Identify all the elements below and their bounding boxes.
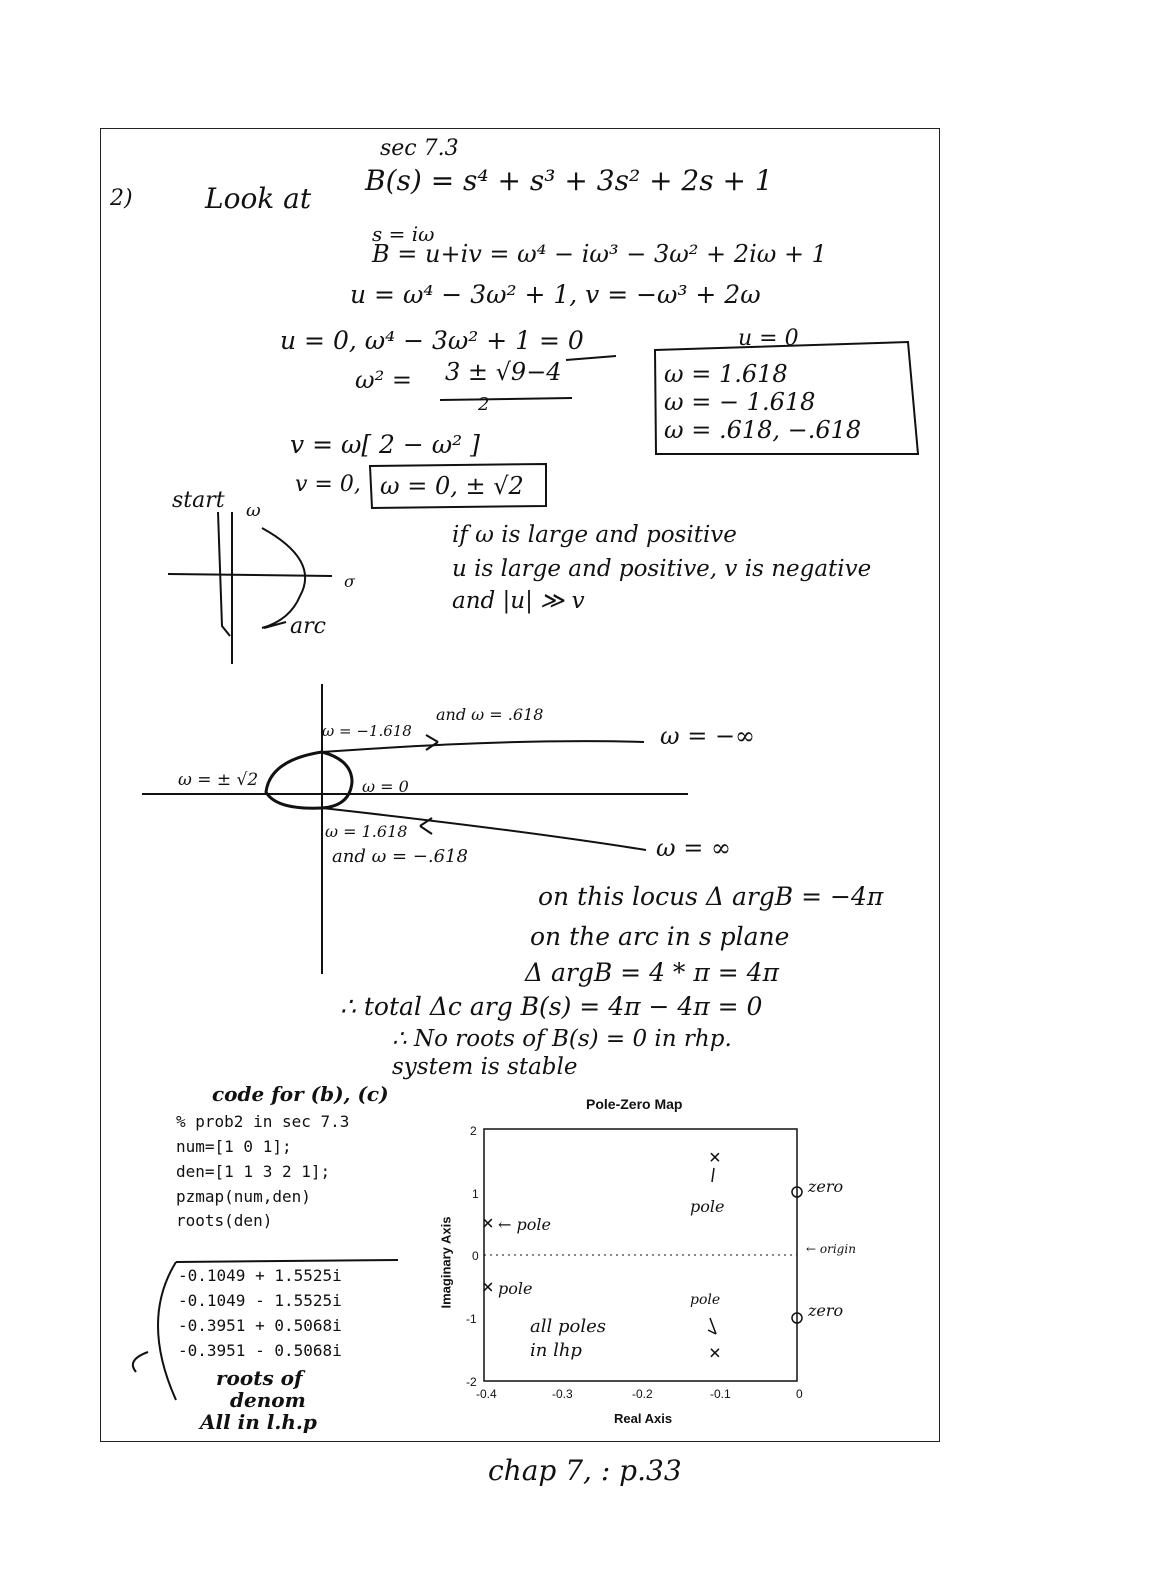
arc-sketch xyxy=(262,528,305,628)
conclusion-line-2: on the arc in s plane xyxy=(530,922,790,951)
code-line-4: pzmap(num,den) xyxy=(176,1187,311,1206)
arc-label: arc xyxy=(290,614,326,639)
annot-zero-upper: zero xyxy=(808,1177,844,1196)
root-3: -0.3951 + 0.5068i xyxy=(178,1316,342,1335)
chart-xlabel: Real Axis xyxy=(614,1411,673,1426)
root-4: -0.3951 - 0.5068i xyxy=(178,1341,342,1360)
annot-pole-upper: pole xyxy=(690,1197,725,1216)
code-line-5: roots(den) xyxy=(176,1211,273,1230)
pole-marker xyxy=(711,1153,719,1161)
roots-note-2: denom xyxy=(230,1388,306,1412)
ytick-label: 2 xyxy=(470,1124,477,1138)
root-1: -0.1049 + 1.5525i xyxy=(178,1266,342,1285)
problem-number: 2) xyxy=(110,186,133,211)
xtick-label: 0 xyxy=(796,1387,803,1401)
code-line-3: den=[1 1 3 2 1]; xyxy=(176,1162,331,1181)
v-zero-label: v = 0, xyxy=(295,472,361,497)
code-line-2: num=[1 0 1]; xyxy=(176,1137,292,1156)
conclusion-line-4: ∴ total Δc arg B(s) = 4π − 4π = 0 xyxy=(340,992,763,1021)
substitution: s = iω xyxy=(372,222,435,246)
left-loop xyxy=(266,752,322,808)
overline-stroke xyxy=(566,356,616,360)
conclusion-line-1: on this locus Δ argB = −4π xyxy=(538,882,884,911)
annot-all-poles-1: all poles xyxy=(530,1316,606,1337)
omega-squared-denominator: 2 xyxy=(478,394,490,415)
v-zero-roots: ω = 0, ± √2 xyxy=(380,472,524,500)
annot-zero-lower: zero xyxy=(808,1301,844,1320)
root-2: -0.1049 - 1.5525i xyxy=(178,1291,342,1310)
upper-branch xyxy=(322,741,644,752)
locus-label-zero: ω = 0 xyxy=(362,777,409,796)
note-line-2: u is large and positive, v is negative xyxy=(452,556,872,582)
conclusion-line-6: system is stable xyxy=(392,1054,578,1080)
locus-label-bottom-2: and ω = −.618 xyxy=(332,846,468,867)
ytick-label: 0 xyxy=(472,1249,479,1263)
annot-pole-mid: ← pole xyxy=(498,1215,551,1234)
locus-label-top-2: and ω = .618 xyxy=(436,705,544,724)
omega-squared-numerator: 3 ± √9−4 xyxy=(445,358,562,386)
plus-infinity-label: ω = ∞ xyxy=(656,834,731,862)
roots-overline xyxy=(176,1260,398,1262)
conclusion-line-3: Δ argB = 4 * π = 4π xyxy=(525,958,779,987)
u-zero-root-2: ω = − 1.618 xyxy=(664,388,816,416)
xtick-label: -0.1 xyxy=(710,1387,731,1401)
annot-all-poles-2: in lhp xyxy=(530,1340,582,1361)
roots-note-3: All in l.h.p xyxy=(200,1410,317,1434)
u-zero-equation: u = 0, ω⁴ − 3ω² + 1 = 0 xyxy=(280,326,584,355)
note-line-1: if ω is large and positive xyxy=(452,522,737,548)
u-zero-root-1: ω = 1.618 xyxy=(664,360,788,388)
xtick-label: -0.2 xyxy=(632,1387,653,1401)
omega-axis-label: ω xyxy=(246,500,261,521)
pole-upper-arrow xyxy=(712,1168,714,1182)
roots-note-1: roots of xyxy=(216,1366,303,1390)
pz-annotations xyxy=(498,1177,856,1361)
locus-label-top: ω = −1.618 xyxy=(322,722,412,740)
conclusion-line-5: ∴ No roots of B(s) = 0 in rhp. xyxy=(392,1026,732,1052)
section-label: sec 7.3 xyxy=(380,136,459,161)
locus-label-left: ω = ± √2 xyxy=(178,770,259,790)
pole-lower-arrow xyxy=(708,1318,716,1334)
roots-bracket xyxy=(158,1262,176,1400)
xtick-label: -0.4 xyxy=(476,1387,497,1401)
omega-squared-lhs: ω² = xyxy=(355,366,412,394)
annot-pole-mid-lower: pole xyxy=(498,1279,533,1298)
pz-tick-labels xyxy=(466,1124,803,1401)
real-axis-sketch xyxy=(168,574,332,576)
u-zero-root-3: ω = .618, −.618 xyxy=(664,416,862,444)
minus-infinity-label: ω = −∞ xyxy=(660,722,756,750)
xtick-label: -0.3 xyxy=(552,1387,573,1401)
pole-marker xyxy=(711,1349,719,1357)
ytick-label: 1 xyxy=(472,1187,479,1201)
real-imag-parts: u = ω⁴ − 3ω² + 1, v = −ω³ + 2ω xyxy=(350,280,761,309)
u-roots-box xyxy=(655,342,918,454)
polynomial-definition: B(s) = s⁴ + s³ + 3s² + 2s + 1 xyxy=(365,164,773,197)
sigma-axis-label: σ xyxy=(344,572,355,591)
locus-label-bottom: ω = 1.618 xyxy=(325,822,408,841)
lower-branch xyxy=(322,808,646,850)
annot-pole-lower: pole xyxy=(690,1292,721,1308)
expansion: B = u+iv = ω⁴ − iω³ − 3ω² + 2iω + 1 xyxy=(372,240,827,268)
start-label: start xyxy=(172,488,225,513)
pole-marker xyxy=(484,1219,492,1227)
u-zero-title: u = 0 xyxy=(738,326,799,351)
page-number: chap 7, : p.33 xyxy=(488,1454,682,1487)
v-equation: v = ω[ 2 − ω² ] xyxy=(290,430,480,459)
right-loop xyxy=(322,752,352,808)
code-title: code for (b), (c) xyxy=(212,1082,389,1106)
chart-title: Pole-Zero Map xyxy=(586,1096,683,1112)
code-line-1: % prob2 in sec 7.3 xyxy=(176,1112,350,1131)
note-line-3: and |u| ≫ v xyxy=(452,588,585,614)
chart-ylabel: Imaginary Axis xyxy=(438,1216,454,1309)
annot-origin: ← origin xyxy=(806,1242,856,1256)
fraction-bar xyxy=(440,398,572,400)
ytick-label: -2 xyxy=(466,1375,477,1389)
look-at-text: Look at xyxy=(205,182,312,215)
ytick-label: -1 xyxy=(466,1312,477,1326)
pole-marker xyxy=(484,1283,492,1291)
v-roots-box xyxy=(370,464,546,508)
